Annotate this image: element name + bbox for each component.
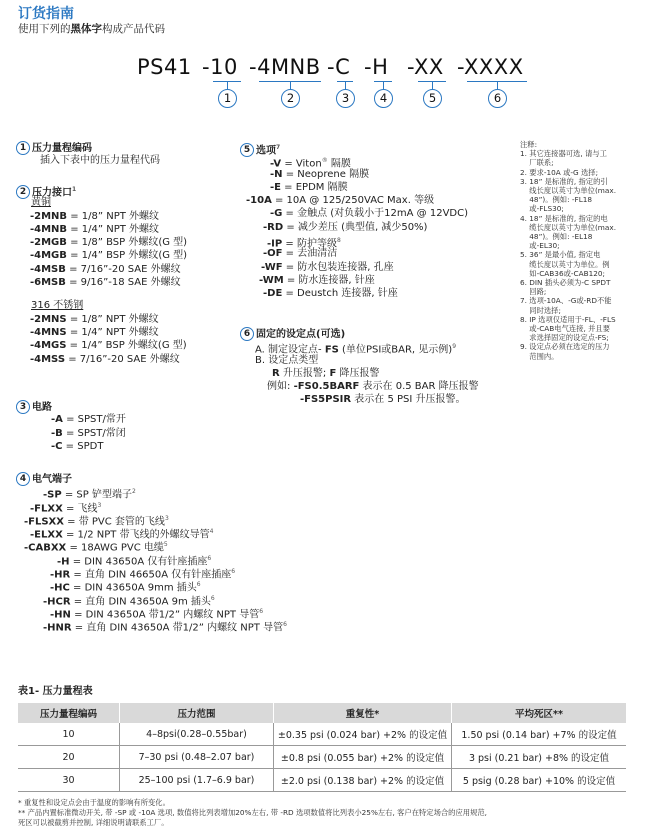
table-cell: 30 xyxy=(18,769,120,792)
section-circuit: 3 电路 -A = SPST/常开 -B = SPST/常闭 -C = SPDT xyxy=(16,400,126,453)
note-line: 或-FLS30; xyxy=(520,204,564,214)
table-header: 压力量程编码 xyxy=(18,703,120,723)
note-line: 回路; xyxy=(520,287,547,297)
list-item: -ELXX = 1/2 NPT 带飞线的外螺纹导管$^4$ xyxy=(30,528,214,541)
footnote: * 重复性和设定点会由于温度的影响有所变化。 xyxy=(18,798,170,807)
list-item: -OF = 去油清洁 xyxy=(263,248,338,260)
table-cell: 1.50 psi (0.14 bar) +7% 的设定值 xyxy=(452,723,627,746)
table-cell: 20 xyxy=(18,746,120,769)
note-line: 范围内。 xyxy=(520,351,559,361)
list-item: -H = DIN 43650A 仅有针座插座$^6$ xyxy=(57,554,212,568)
badge-4: 4 xyxy=(374,89,393,108)
table-title: 表1- 压力量程表 xyxy=(18,686,93,697)
list-item: -FLSXX = 带 PVC 套管的飞线$^3$ xyxy=(24,514,169,528)
table-cell: ±0.8 psi (0.055 bar) +2% 的设定值 xyxy=(274,746,452,769)
code-part-range: -10 xyxy=(202,55,238,79)
list-item: -2MGB = 1/8” BSP 外螺纹(G 型) xyxy=(30,237,188,249)
list-item: -6MSB = 9/16”-18 SAE 外螺纹 xyxy=(30,277,181,289)
section-options: 5 选项$^7$ -V = Viton® 隔膜 -N = Neoprene 隔膜 -E = EPDM 隔膜 -10A = 10A @ 125/250VAC Max. 等级 -G = 金触点 (对负载小于12mA @ 12VDC) -RD = 减少差压 (典型值, 减少50%) -IP = 防护等级$^8$ -OF = 去油清洁 -WF = 防水包装连接器, 孔座 -WM = 防水连接器, 针座 -DE = Deustch 连接器, 针座 xyxy=(240,141,468,301)
table-cell: 7–30 psi (0.48–2.07 bar) xyxy=(120,746,274,769)
table-cell: 3 psi (0.21 bar) +8% 的设定值 xyxy=(452,746,627,769)
list-item: -WM = 防水连接器, 针座 xyxy=(259,274,375,286)
page-subtitle: 使用下列的黑体字构成产品代码 xyxy=(18,23,165,35)
code-part-series: PS41 xyxy=(137,55,192,79)
table-cell: 4–8psi(0.28–0.55bar) xyxy=(120,723,274,746)
note-line: 注释: xyxy=(520,140,538,149)
list-item: -2MNB = 1/8” NPT 外螺纹 xyxy=(30,210,160,222)
code-part-terminal: -H xyxy=(364,55,389,79)
note-line: 1. 其它连接器可选, 请与工 xyxy=(520,149,607,159)
list-item: -4MGB = 1/4” BSP 外螺纹(G 型) xyxy=(30,250,188,262)
table-row xyxy=(18,746,626,769)
note-line: 2. 要求-10A 或-G 选择; xyxy=(520,167,599,177)
table-cell: 10 xyxy=(18,723,120,746)
table-cell: 5 psig (0.28 bar) +10% 的设定值 xyxy=(452,769,627,792)
list-item: -4MNS = 1/4” NPT 外螺纹 xyxy=(30,326,159,338)
badge-3: 3 xyxy=(336,89,355,108)
list-item: -HC = DIN 43650A 9mm 插头$^6$ xyxy=(50,581,201,594)
list-item: -4MNB = 1/4” NPT 外螺纹 xyxy=(30,223,160,235)
table-row xyxy=(18,769,626,792)
list-item: -4MGS = 1/4” BSP 外螺纹(G 型) xyxy=(30,340,187,352)
note-line: 5. 36” 是最小值, 指定电 xyxy=(520,250,601,260)
list-item: -2MNS = 1/8” NPT 外螺纹 xyxy=(30,313,159,325)
badge-2: 2 xyxy=(281,89,300,108)
list-item: -B = SPST/常闭 xyxy=(51,427,126,439)
list-item: -IP = 防护等级$^8$ xyxy=(267,237,341,250)
note-line: 厂联系; xyxy=(520,158,554,168)
code-part-port: -4MNB xyxy=(249,55,321,79)
section-setpoint: 6 固定的设定点(可选) A. 制定设定点- FS (单位PSI或BAR, 见示例)$^9$ B. 设定点类型 R 升压报警; F 降压报警 例如: -FS0.5BARF 表示在 0.5 BAR 降压报警 -FS5PSIR 表示在 5 PSI 升压报警。 xyxy=(240,327,479,407)
list-item: -HCR = 直角 DIN 43650A 9m 插头$^6$ xyxy=(43,594,215,607)
code-part-circuit: -C xyxy=(327,55,351,79)
list-item: -E = EPDM 隔膜 xyxy=(270,181,348,193)
code-part-options: -XX xyxy=(407,55,444,79)
list-item: -4MSS = 7/16”-20 SAE 外螺纹 xyxy=(30,353,180,365)
table-header: 重复性* xyxy=(274,703,452,723)
table-cell: 25–100 psi (1.7–6.9 bar) xyxy=(120,769,274,792)
footnote: ** 产品内置标准微动开关, 带 -SP 或 -10A 选项, 数值将比列表增加20%左右, 带 -RD 选项数值将比列表小25%左右, 客户在特定场合的应用规范, xyxy=(18,808,487,817)
list-item: -FLXX = 飞线$^3$ xyxy=(30,501,102,514)
table-header: 压力范围 xyxy=(120,703,274,723)
list-item: -10A = 10A @ 125/250VAC Max. 等级 xyxy=(246,195,435,207)
pressure-range-table xyxy=(18,703,626,792)
note-line: 7. 选项-10A、-G或-RD不能 xyxy=(520,296,612,306)
table-cell: ±0.35 psi (0.024 bar) +2% 的设定值 xyxy=(274,723,452,746)
note-line: 同时选择; xyxy=(520,305,561,315)
page-title: 订货指南 xyxy=(18,6,74,22)
badge-5: 5 xyxy=(423,89,442,108)
note-line: 求选择固定的设定点-FS; xyxy=(520,333,609,343)
note-line: 48”)。例如: -FL18 xyxy=(520,195,593,205)
notes xyxy=(520,140,638,361)
note-line: 线长度以英寸为单位(max. xyxy=(520,186,617,196)
note-line: 缆长度以英寸为单位(max. xyxy=(520,222,617,232)
list-item: -DE = Deustch 连接器, 针座 xyxy=(263,288,398,300)
footnote: 死区可以被截剪并控制, 详细说明请联系工厂。 xyxy=(18,818,169,827)
list-item: -CABXX = 18AWG PVC 电缆$^5$ xyxy=(24,541,168,554)
list-item: -4MSB = 7/16”-20 SAE 外螺纹 xyxy=(30,263,181,275)
note-line: 或-EL30; xyxy=(520,241,560,251)
badge-1: 1 xyxy=(218,89,237,108)
note-line: 3. 18” 是标准的, 指定的引 xyxy=(520,176,608,186)
list-item: -N = Neoprene 隔膜 xyxy=(270,168,370,180)
list-item: -HNR = 直角 DIN 43650A 带1/2” 内螺纹 NPT 导管$^6$ xyxy=(43,621,287,634)
list-item: -G = 金触点 (对负载小于12mA @ 12VDC) xyxy=(270,208,468,220)
note-line: 缆长度以英寸为单位。例 xyxy=(520,259,610,269)
list-item: -V = Viton® 隔膜 xyxy=(270,157,351,170)
note-line: 48”)。例如: -EL18 xyxy=(520,232,593,242)
badge-6: 6 xyxy=(488,89,507,108)
section-pressure-port: 2 压力接口$^1$ 黄铜 -2MNB = 1/8” NPT 外螺纹 -4MNB = 1/4” NPT 外螺纹 -2MGB = 1/8” BSP 外螺纹(G 型) -4MGB = 1/4” BSP 外螺纹(G 型) -4MSB = 7/16”-20 SAE 外螺纹 -6MSB = 9/16”-18 SAE 外螺纹 316 不锈钢 -2MNS = 1/8” NPT 外螺纹 -4MNS = 1/4” NPT 外螺纹 -4MGS = 1/4” BSP 外螺纹(G 型) -4MSS = 7/16”-20 SAE 外螺纹 xyxy=(16,183,187,366)
list-item: -HN = DIN 43650A 带1/2” 内螺纹 NPT 导管$^6$ xyxy=(50,607,264,621)
section-pressure-range: 1 压力量程编码 插入下表中的压力量程代码 xyxy=(16,141,160,168)
note-line: 如-CAB36或-CAB120; xyxy=(520,268,605,278)
table-row xyxy=(18,723,626,746)
note-line: 4. 18” 是标准的, 指定的电 xyxy=(520,213,608,223)
list-item: -RD = 减少差压 (典型值, 减少50%) xyxy=(263,221,428,233)
list-item: -A = SPST/常开 xyxy=(51,414,126,426)
table-header: 平均死区** xyxy=(452,703,627,723)
list-item: -SP = SP 铲型端子$^2$ xyxy=(43,488,136,501)
code-part-setpoint: -XXXX xyxy=(457,55,524,79)
list-item: -WF = 防水包装连接器, 孔座 xyxy=(261,261,394,273)
note-line: 9. 设定点必须在选定的压力 xyxy=(520,342,610,352)
note-line: 6. DIN 插头必须为-C SPDT xyxy=(520,278,611,288)
section-terminal: 4 电气端子 -SP = SP 铲型端子$^2$ -FLXX = 飞线$^3$ -FLSXX = 带 PVC 套管的飞线$^3$ -ELXX = 1/2 NPT 带飞线的外螺纹导管$^4$ -CABXX = 18AWG PVC 电缆$^5$ -H = DIN 43650A 仅有针座插座$^6$ -HR = 直角 DIN 46650A 仅有针座插座$^6$ -HC = DIN 43650A 9mm 插头$^6$ -HCR = 直角 DIN 43650A 9m 插头$^6$ -HN = DIN 43650A 带1/2” 内螺纹 NPT 导管$^6$ -HNR = 直角 DIN 43650A 带1/2” 内螺纹 NPT 导管$^6$ xyxy=(16,472,287,632)
note-line: 8. IP 选项仅适用于-FL、-FLS xyxy=(520,314,616,324)
table-cell: ±2.0 psi (0.138 bar) +2% 的设定值 xyxy=(274,769,452,792)
list-item: -HR = 直角 DIN 46650A 仅有针座插座$^6$ xyxy=(50,568,236,581)
note-line: 或-CAB电气连接, 并且要 xyxy=(520,324,611,334)
list-item: -C = SPDT xyxy=(51,440,104,452)
